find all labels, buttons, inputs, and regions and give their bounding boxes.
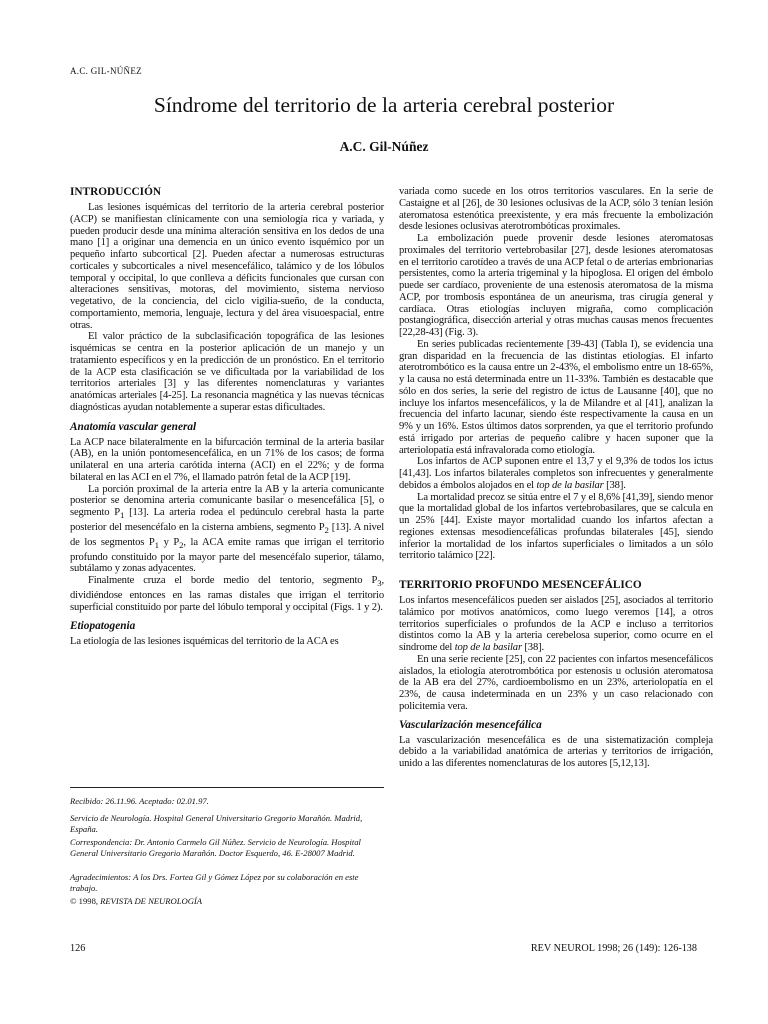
page-number: 126 [70, 943, 86, 954]
footnote-correspondence: Correspondencia: Dr. Antonio Carmelo Gil Núñez. Servicio de Neurología. Hospital General Universitario Gregorio Marañón. Doctor Esquerdo, 46. E-28007 Madrid. [70, 837, 361, 858]
left-column [70, 186, 384, 648]
footnote-copyright: © 1998, REVISTA DE NEUROLOGÍA [70, 896, 203, 906]
subsection-heading-vascularizacion: Vascularización mesencefálica [399, 718, 542, 731]
paragraph: En series publicadas recientemente [39-43] (Tabla I), se evidencia una gran disparidad en la frecuencia de las distintas etiologías. El infarto aterotrombótico es la causa entre un 2-43%, el embolismo entre un 18-65%, y la causa no está determinada entre un 11-33%. También es destacable que sólo en dos series, la serie del registro de ictus de Lausanne [40], que no incluye los infartos mesencefálicos, y la de Milandre et al [41], analizan la frecuencia del infarto lacunar, siendo éste respectivamente la causa en un 9% y un 16%. Estos últimos datos sorprenden, ya que el territorio profundo está irrigado por arterias de pequeño calibre y hacen suponer que la arteriolopatía está infravalorada como etiología. [399, 338, 713, 456]
footnote-received: Recibido: 26.11.96. Aceptado: 02.01.97. [70, 796, 209, 806]
paragraph: La vascularización mesencefálica es de una sistematización compleja debido a la variabilidad anatómica de arterias y territorios de irrigación, unido a las diferentes nomenclaturas de los autores [5,12,13]. [399, 734, 713, 769]
footnote-rule [70, 787, 384, 788]
section-heading-introduccion: INTRODUCCIÓN [70, 186, 162, 198]
footnote-acknowledgements: Agradecimientos: A los Drs. Fortea Gil y Gómez López por su colaboración en este trabajo. [70, 872, 359, 893]
paragraph: La ACP nace bilateralmente en la bifurcación terminal de la arteria basilar (AB), en la unión pontomesencefálica, en un 71% de los casos; de forma unilateral en una arteria carótida interna (ACI) en el 22%; y de forma bilateral en las ACI en el 7%, el llamado patrón fetal de la ACP [19]. [70, 436, 384, 483]
paragraph: En una serie reciente [25], con 22 pacientes con infartos mesencefálicos aislados, la etiología aterotrombótica por estenosis u oclusión ateromatosa de la AB era del 27%, cardioembolismo en un 23%, arteriolopatía en el 23%, de causa indeterminada en un 23% y un caso relacionado con policitemia vera. [399, 653, 713, 712]
paragraph: El valor práctico de la subclasificación topográfica de las lesiones isquémicas se centra en la posterior aplicación de un manejo y un tratamiento específicos y en la predicción de un pronóstico. En el territorio de la ACP esta clasificación se ve dificultada por la variabilidad de los territorios arteriales [3] y las diferentes nomenclaturas y variantes anatómicas arteriales [4-25]. La resonancia magnética y las nuevas técnicas diagnósticas ayudan notablemente a superar estas dificultades. [70, 331, 384, 413]
article-title: Síndrome del territorio de la arteria cerebral posterior [153, 93, 615, 117]
subsection-heading-etiopatogenia: Etiopatogenia [70, 620, 136, 633]
journal-reference: REV NEUROL 1998; 26 (149): 126-138 [530, 943, 697, 954]
paragraph: La porción proximal de la arteria entre la AB y la arteria comunicante posterior se denomina arteria comunicante basilar o mesencefálica [5], o segmento $P_1$ [13]. La arteria rodea el pedúnculo cerebral hasta la parte posterior del mesencéfalo en la cisterna ambiens, segmento $P_2$ [13]. A nivel de los segmentos $P_1$ y $P_2$, la ACA emite ramas que irrigan el territorio profundo constituido por la mayor parte del mesencéfalo superior, tálamo, subtálamo y zonas adyacentes. [70, 483, 384, 575]
paragraph: Los infartos mesencefálicos pueden ser aislados [25], asociados al territorio talámico por motivos anatómicos, como luego veremos [14], a otros territorios superficiales o profundos de la ACP e incluso a territorios distintos como la AB y la arteria cerebelosa superior, como ocurre en el síndrome del top de la basilar [38]. [399, 595, 713, 653]
subsection-heading-anatomia: Anatomía vascular general [70, 420, 197, 433]
paragraph: Finalmente cruza el borde medio del tentorio, segmento $P_3$, dividiéndose entonces en las ramas distales que irrigan el territorio superficial constituido por parte del lóbulo temporal y occipital (Figs. 1 y 2). [70, 575, 384, 613]
paragraph: La mortalidad precoz se sitúa entre el 7 y el 8,6% [41,39], siendo menor que la mortalidad global de los infartos vertebrobasilares, que se calcula en un 25% [44]. Existe mayor mortalidad cuando los infartos afectan a regiones extensas mesodiencefálicas profundas bilaterales [45], siendo inferior la mortalidad de los infartos superficiales o limitados a un sólo territorio talámico [22]. [399, 491, 713, 562]
footnote-service: Servicio de Neurología. Hospital General Universitario Gregorio Marañón. Madrid, España. [70, 813, 363, 834]
paragraph: variada como sucede en los otros territorios vasculares. En la serie de Castaigne et al [26], de 30 lesiones oclusivas de la ACP, sólo 3 tenían lesión ateromatosa estenótica preexistente, y era más frecuente la embolización desde lesiones oclusivas aterotrombóticas proximales. [399, 186, 713, 233]
running-head: A.C. GIL-NÚÑEZ [70, 66, 142, 76]
paragraph: La embolización puede provenir desde lesiones ateromatosas proximales del territorio vertebrobasilar [27], desde lesiones ateromatosas en el territorio carotídeo a través de una ACP fetal o de arterias embrionarias persistentes, como la arteria trigeminal y la hipoglosa. El origen del émbolo puede ser cardíaco, proveniente de una estenosis ateromatosa de la misma ACP, por trombosis espontánea de un aneurisma, tras cirugía general y cardíaca. Otras etiologías incluyen migraña, como complicación postangiográfica, disección arterial y otras muchas causas menos frecuentes [22,28-43] (Fig. 3). [399, 233, 713, 338]
paragraph: La etiología de las lesiones isquémicas del territorio de la ACA es [70, 636, 339, 648]
right-column [399, 186, 713, 770]
article-author: A.C. Gil-Núñez [339, 139, 429, 154]
paragraph: Las lesiones isquémicas del territorio de la arteria cerebral posterior (ACP) se manifiestan clínicamente con una semiología rica y variada, y pueden producir desde una mínima alteración sensitiva en los dedos de una mano [1] a originar una demencia en un único evento isquémico por un pequeño infarto subcortical [2]. Pueden afectar a numerosas estructuras corticales y subcorticales a nivel mesencefálico, talámico y de los lóbulos temporal y occipital, lo que conlleva a déficits funcionales que cursan con alteraciones sensitivas, motoras, del movimiento, sistema nervioso vegetativo, de la conciencia, del ciclo vigilia-sueño, de la conducta, comportamiento, memoria, lenguaje, lectura y del área visuoespacial, entre otras. [70, 202, 384, 331]
section-heading-territorio-profundo: TERRITORIO PROFUNDO MESENCEFÁLICO [399, 579, 642, 591]
paragraph: Los infartos de ACP suponen entre el 13,7 y el 9,3% de todos los ictus [41,43]. Los infartos bilaterales completos son infrecuentes y generalmente debidos a émbolos alojados en el top de la basilar [38]. [399, 456, 713, 491]
